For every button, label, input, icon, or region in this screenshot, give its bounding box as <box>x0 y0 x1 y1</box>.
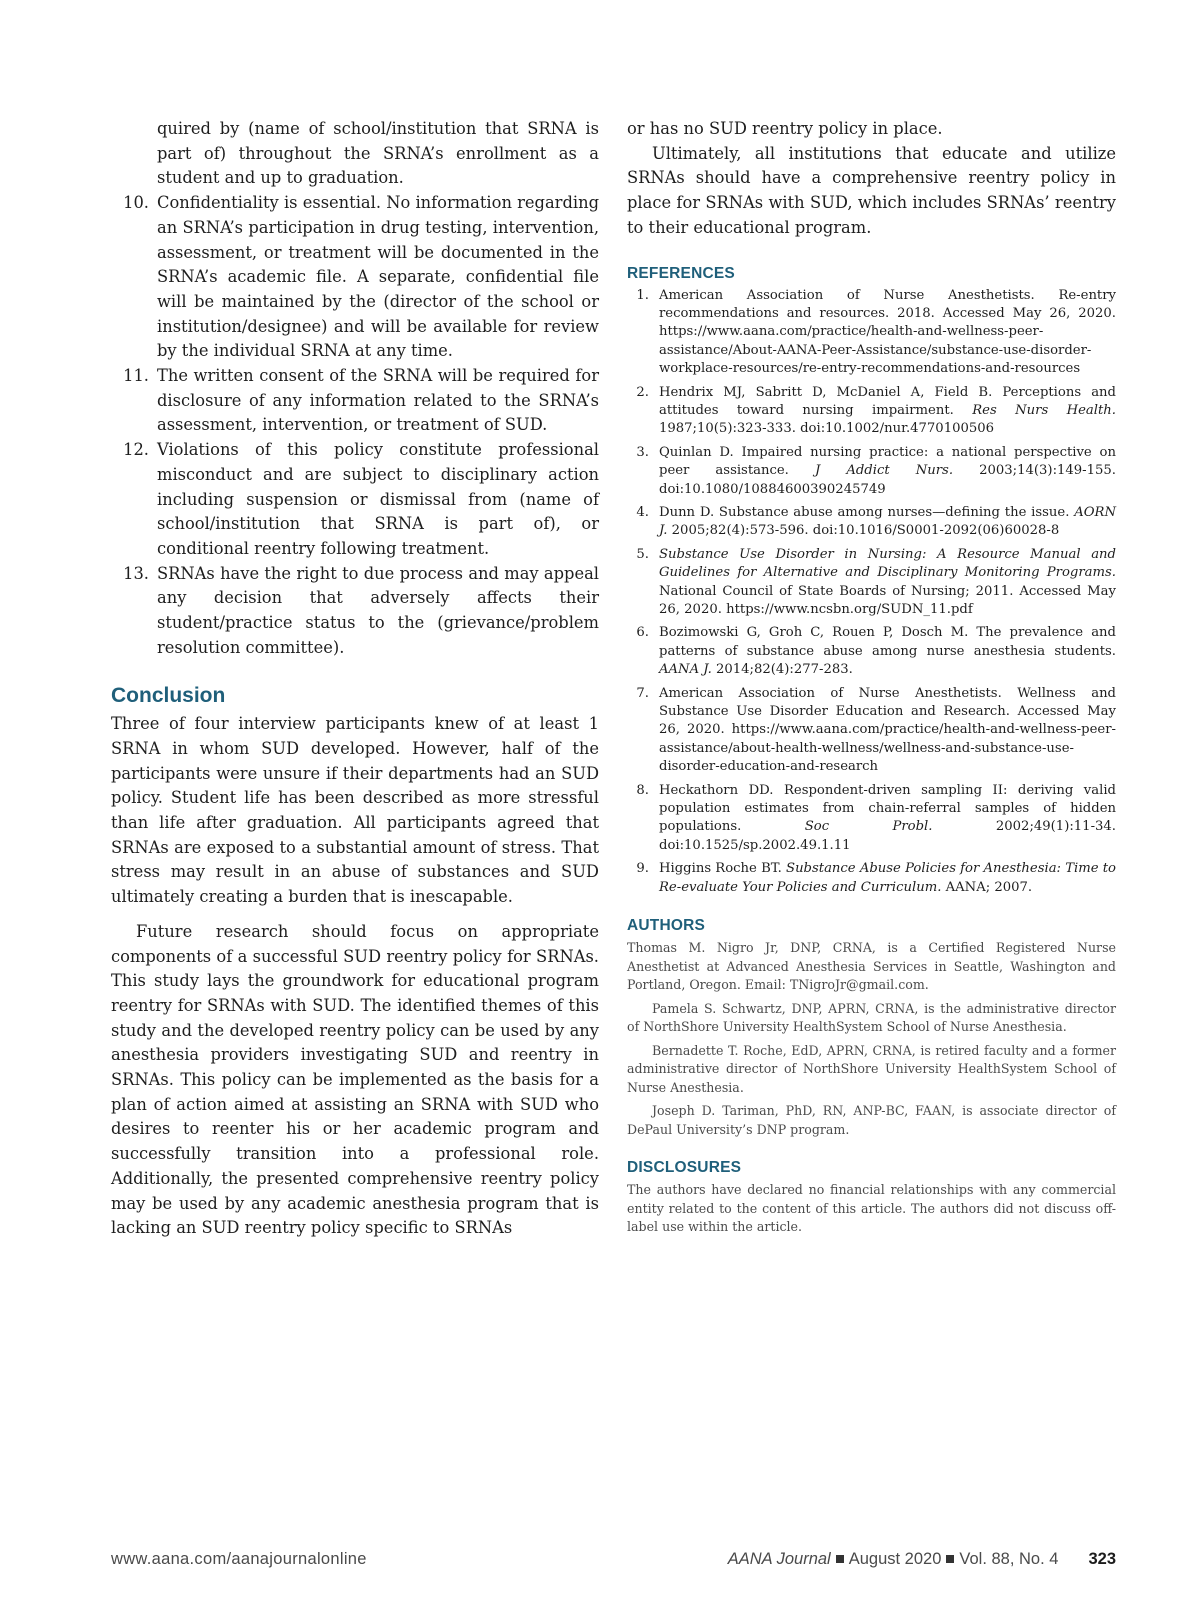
authors-section <box>627 939 1116 1139</box>
footer-citation <box>728 1550 1116 1569</box>
reference-item: 3. Quinlan D. Impaired nursing practice: a national perspective on peer assistance. J Addict Nurs. 2003;14(3):149-155. doi:10.1080/10884600390245749 <box>636 444 1116 497</box>
separator-square-icon <box>836 1555 844 1563</box>
journal-name: AANA Journal <box>727 1550 831 1568</box>
page-number: 323 <box>1088 1550 1116 1568</box>
disclosures-heading: DISCLOSURES <box>627 1159 742 1177</box>
journal-url[interactable]: www.aana.com/aanajournalonline <box>111 1550 367 1568</box>
reference-item: 2. Hendrix MJ, Sabritt D, McDaniel A, Field B. Perceptions and attitudes toward nursing impairment. Res Nurs Health. 1987;10(5):323-333. doi:10.1002/nur.4770100506 <box>636 384 1116 437</box>
reference-item: 7. American Association of Nurse Anesthetists. Wellness and Substance Use Disorder Education and Research. Accessed May 26, 2020. https://www.aana.com/practice/health-and-wellness-peer-assistance/about-health-wellness/wellness-and-substance-use-disorder-education-and-research <box>636 685 1116 775</box>
page-footer <box>111 1550 1116 1574</box>
issue-date: August 2020 <box>848 1550 942 1568</box>
reference-item: 9. Higgins Roche BT. Substance Abuse Policies for Anesthesia: Time to Re-evaluate Your Policies and Curriculum. AANA; 2007. <box>636 861 1116 895</box>
disclosures-text: The authors have declared no financial relationships with any commercial entity related to the content of this article. The authors did not discuss off-label use within the article. <box>627 1182 1116 1235</box>
separator-square-icon <box>946 1555 954 1563</box>
reference-item: 5. Substance Use Disorder in Nursing: A Resource Manual and Guidelines for Alternative and Disciplinary Monitoring Programs. National Council of State Boards of Nursing; 2011. Accessed May 26, 2020. https://www.ncsbn.org/SUDN_11.pdf <box>636 546 1116 618</box>
volume-issue: Vol. 88, No. 4 <box>959 1550 1059 1568</box>
reference-list <box>627 287 1116 898</box>
references-heading: REFERENCES <box>627 264 735 282</box>
policy-list <box>111 191 599 660</box>
list-item: 13. SRNAs have the right to due process and may appeal any decision that adversely affects their student/practice status to the (grievance/problem resolution committee). <box>123 563 599 657</box>
left-column <box>111 117 599 1241</box>
conclusion-paragraph: Three of four interview participants knew of at least 1 SRNA in whom SUD developed. However, half of the participants were unsure if their departments had an SUD policy. Student life has been described as more stressful than life after graduation. All participants agreed that SRNAs are exposed to a substantial amount of stress. That stress may result in an abuse of substances and SUD ultimately creating a burden that is inescapable. <box>111 714 599 907</box>
right-column <box>627 117 1116 1242</box>
disclosures-section <box>627 1181 1116 1237</box>
list-item: 11. The written consent of the SRNA will be required for disclosure of any information related to the SRNA’s assessment, intervention, or treatment of SUD. <box>123 366 599 435</box>
paragraph-continuation: or has no SUD reentry policy in place. <box>627 119 943 138</box>
conclusion-heading: Conclusion <box>111 684 226 708</box>
authors-heading: AUTHORS <box>627 917 706 935</box>
body-paragraph: Ultimately, all institutions that educate and utilize SRNAs should have a comprehensive reentry policy in place for SRNAs with SUD, which includes SRNAs’ reentry to their educational program. <box>627 143 1116 237</box>
reference-item: 8. Heckathorn DD. Respondent-driven sampling II: deriving valid population estimates from chain-referral samples of hidden populations. Soc Probl. 2002;49(1):11-34. doi:10.1525/sp.2002.49.1.11 <box>636 782 1116 853</box>
conclusion-paragraph: Future research should focus on appropriate components of a successful SUD reentry policy for SRNAs. This study lays the groundwork for educational program reentry for SRNAs with SUD. The identified themes of this study and the developed reentry policy can be used by any anesthesia providers investigating SUD and reentry in SRNAs. This policy can be implemented as the basis for a plan of action aimed at assisting an SRNA with SUD who desires to reenter his or her academic program and successfully transition into a professional role. Additionally, the presented comprehensive reentry policy may be used by any academic anesthesia program that is lacking an SUD reentry policy specific to SRNAs <box>111 921 599 1238</box>
list-item: 10. Confidentiality is essential. No information regarding an SRNA’s participation in drug testing, intervention, assessment, or treatment will be documented in the SRNA’s academic file. A separate, confidential file will be maintained by the (director of the school or institution/designee) and will be available for review by the individual SRNA at any time. <box>123 193 599 361</box>
list-continuation: quired by (name of school/institution that SRNA is part of) throughout the SRNA’s enrollment as a student and up to graduation. <box>157 119 599 188</box>
reference-item: 4. Dunn D. Substance abuse among nurses—defining the issue. AORN J. 2005;82(4):573-596. doi:10.1016/S0001-2092(06)60028-8 <box>636 504 1116 539</box>
reference-item: 6. Bozimowski G, Groh C, Rouen P, Dosch M. The prevalence and patterns of substance abuse among nurse anesthesia students. AANA J. 2014;82(4):277-283. <box>636 625 1116 678</box>
list-item: 12. Violations of this policy constitute professional misconduct and are subject to disciplinary action including suspension or dismissal from (name of school/institution that SRNA is part of), or conditional reentry following treatment. <box>123 440 599 558</box>
author-bio: Thomas M. Nigro Jr, DNP, CRNA, is a Certified Registered Nurse Anesthetist at Advanced Anesthesia Services in Seattle, Washington and Portland, Oregon. Email: TNigroJr@gmail.com. <box>627 940 1116 993</box>
author-bio: Joseph D. Tariman, PhD, RN, ANP-BC, FAAN, is associate director of DePaul University’s DNP program. <box>627 1103 1116 1137</box>
reference-item: 1. American Association of Nurse Anesthetists. Re-entry recommendations and resources. 2018. Accessed May 26, 2020. https://www.aana.com/practice/health-and-wellness-peer-assistance/About-AANA-Peer-Assistance/substance-use-disorder-workplace-resources/re-entry-recommendations-and-resources <box>636 287 1116 377</box>
author-bio: Pamela S. Schwartz, DNP, APRN, CRNA, is the administrative director of NorthShore University HealthSystem School of Nurse Anesthesia. <box>627 1000 1116 1035</box>
author-bio: Bernadette T. Roche, EdD, APRN, CRNA, is retired faculty and a former administrative director of NorthShore University HealthSystem School of Nurse Anesthesia. <box>627 1042 1116 1095</box>
